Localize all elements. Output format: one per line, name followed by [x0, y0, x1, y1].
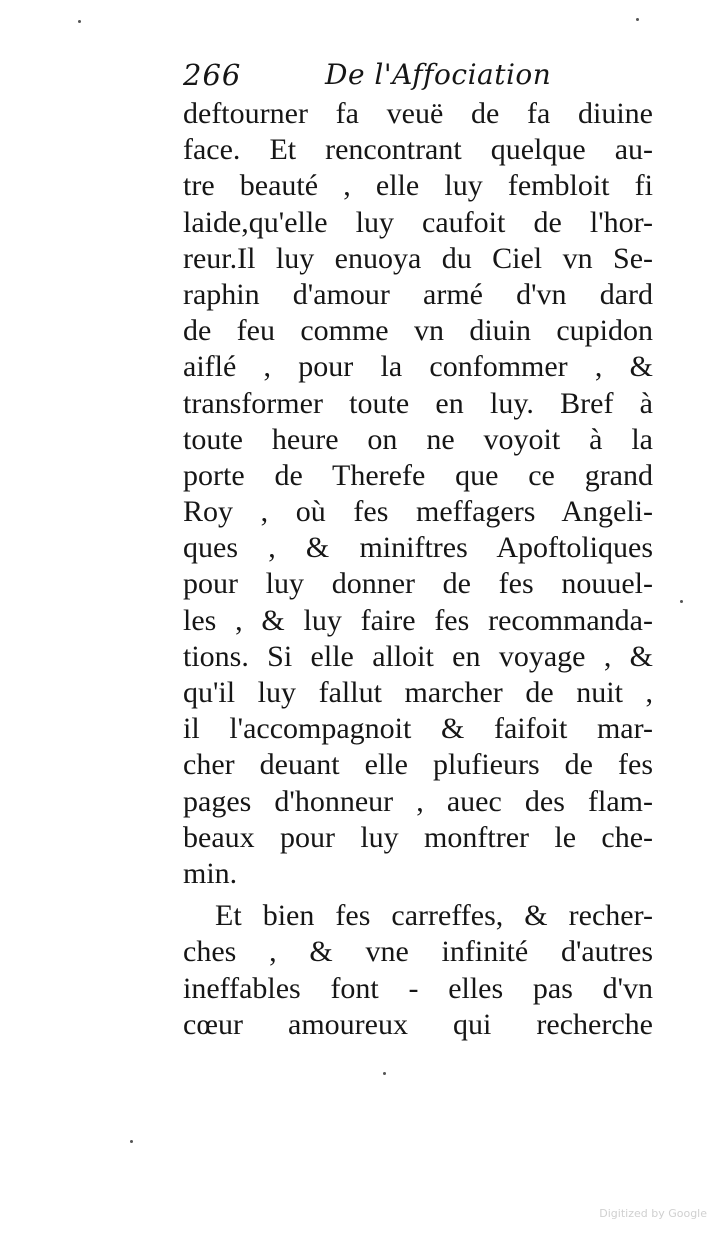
text-line: face. Et rencontrant quelque au-: [183, 133, 653, 167]
text-line: Et bien fes carreffes, & recher-: [215, 899, 653, 933]
text-line: qu'il luy fallut marcher de nuit ,: [183, 676, 653, 709]
text-line: porte de Therefe que ce grand: [183, 458, 653, 492]
page-number: 266: [183, 58, 242, 92]
scan-speck: [130, 1140, 133, 1143]
text-line: les , & luy faire fes recommanda-: [183, 603, 653, 637]
scan-speck: [78, 20, 81, 23]
text-line: reur.Il luy enuoya du Ciel vn Se-: [183, 241, 653, 275]
text-line: deftourner fa veuë de fa diuine: [183, 97, 653, 130]
scan-speck: [636, 18, 639, 21]
body-text: [183, 96, 653, 1043]
text-line: ches , & vne infinité d'autres: [183, 935, 653, 969]
text-line: cher deuant elle plufieurs de fes: [183, 748, 653, 782]
text-line: Roy , où fes meffagers Angeli-: [183, 495, 653, 529]
text-line: min.: [183, 856, 238, 890]
text-line: cœur amoureux qui recherche: [183, 1007, 653, 1041]
text-line: tions. Si elle alloit en voyage , &: [183, 639, 653, 673]
text-line: ineffables font - elles pas d'vn: [183, 971, 653, 1005]
text-line: laide,qu'elle luy caufoit de l'hor-: [183, 205, 653, 239]
text-line: beaux pour luy monftrer le che-: [183, 820, 653, 854]
text-line: de feu comme vn diuin cupidon: [183, 314, 653, 348]
text-line: toute heure on ne voyoit à la: [183, 422, 653, 456]
paragraph-2: [183, 898, 653, 1043]
text-line: il l'accompagnoit & faifoit mar-: [183, 712, 653, 746]
text-line: ques , & miniftres Apoftoliques: [183, 531, 653, 565]
page-header: [183, 58, 663, 98]
text-line: aiflé , pour la confommer , &: [183, 350, 653, 384]
running-head: De l'Affociation: [325, 58, 552, 91]
digitization-watermark: Digitized by Google: [599, 1207, 707, 1220]
text-line: raphin d'amour armé d'vn dard: [183, 277, 653, 311]
text-line: pour luy donner de fes nouuel-: [183, 567, 653, 601]
scan-speck: [680, 600, 683, 603]
text-line: pages d'honneur , auec des flam-: [183, 784, 653, 818]
text-line: tre beauté , elle luy fembloit fi: [183, 169, 653, 203]
scan-speck: [383, 1072, 386, 1075]
text-line: transformer toute en luy. Bref à: [183, 386, 653, 420]
paragraph-1: [183, 96, 653, 892]
